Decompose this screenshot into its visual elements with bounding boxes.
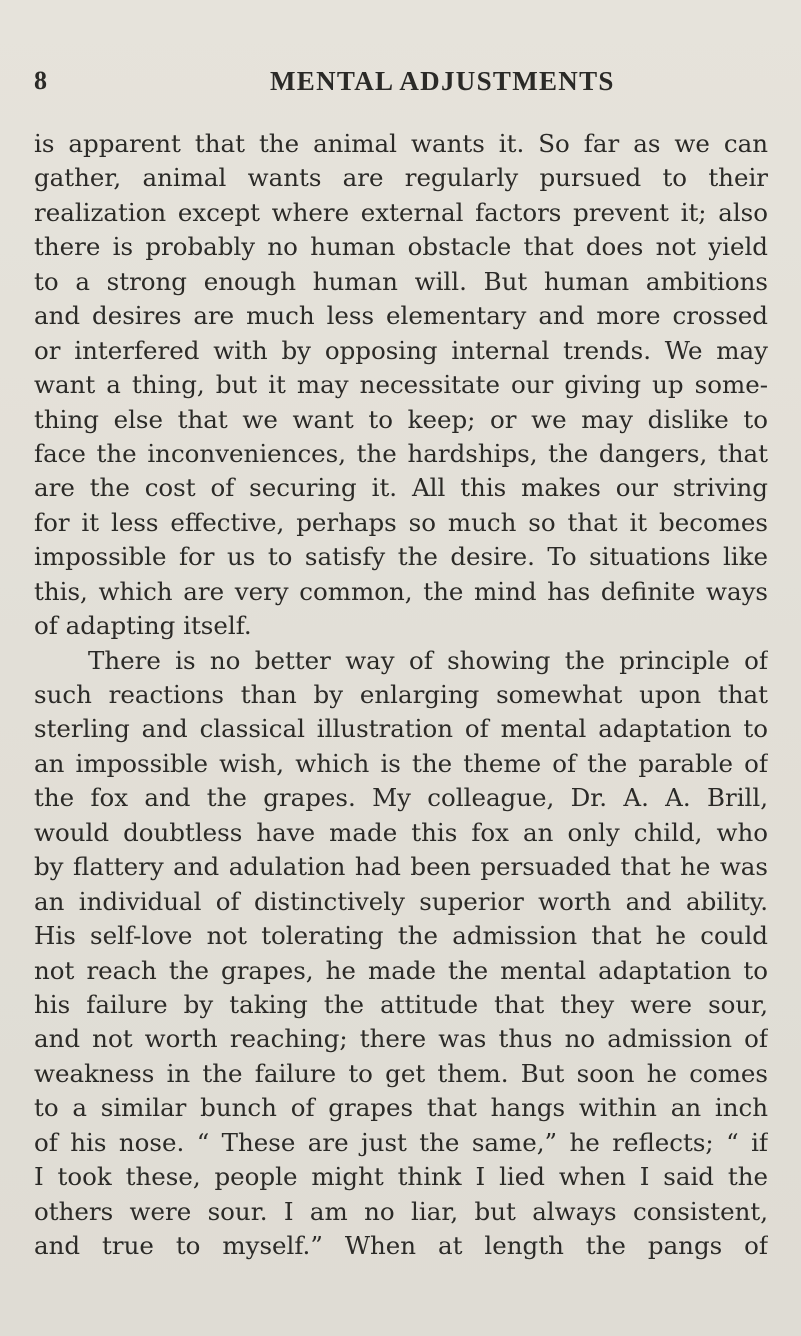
- text-line: gather, animal wants are regularly pursued to their: [34, 163, 768, 193]
- text-line: not reach the grapes, he made the mental adaptation to: [34, 955, 768, 985]
- text-line: I took these, people might think I lied when I said the: [34, 1162, 768, 1192]
- text-line: the fox and the grapes. My colleague, Dr. A. A. Brill,: [34, 783, 768, 813]
- text-line: of his nose. “ These are just the same,” he reflects; “ if: [34, 1127, 768, 1157]
- text-line: for it less effective, perhaps so much so that it becomes: [34, 507, 768, 537]
- text-line: face the inconveniences, the hardships, the dangers, that: [34, 438, 768, 468]
- text-line: and true to myself.” When at length the pangs of: [34, 1231, 768, 1260]
- text-line: and desires are much less elementary and more crossed: [34, 301, 768, 331]
- text-line: weakness in the failure to get them. But soon he comes: [34, 1058, 768, 1088]
- text-line: an impossible wish, which is the theme of the parable of: [34, 748, 768, 778]
- text-line: realization except where external factors prevent it; also: [34, 197, 768, 227]
- body-text: [34, 127, 768, 1263]
- text-line: is apparent that the animal wants it. So far as we can: [34, 129, 768, 158]
- text-line: impossible for us to satisfy the desire. To situations like: [34, 542, 768, 572]
- text-line: an individual of distinctively superior worth and ability.: [34, 886, 768, 916]
- paragraph-first-line: There is no better way of showing the principle of: [88, 645, 768, 675]
- running-title: MENTAL ADJUSTMENTS: [270, 66, 615, 96]
- text-line: by flattery and adulation had been persuaded that he was: [34, 852, 768, 882]
- text-line: this, which are very common, the mind has definite ways: [34, 576, 768, 606]
- paragraph-end-line: of adapting itself.: [34, 611, 252, 641]
- text-line: his failure by taking the attitude that they were sour,: [34, 989, 768, 1019]
- text-line: or interfered with by opposing internal trends. We may: [34, 335, 768, 365]
- text-line: others were sour. I am no liar, but always consistent,: [34, 1196, 768, 1226]
- text-line: His self-love not tolerating the admission that he could: [34, 921, 768, 951]
- text-line: such reactions than by enlarging somewhat upon that: [34, 680, 768, 709]
- text-line: are the cost of securing it. All this makes our striving: [34, 473, 768, 503]
- running-head: [34, 66, 768, 106]
- text-line: would doubtless have made this fox an only child, who: [34, 817, 768, 847]
- text-line: sterling and classical illustration of mental adaptation to: [34, 714, 768, 744]
- text-line: want a thing, but it may necessitate our giving up some-: [34, 370, 768, 400]
- text-line: thing else that we want to keep; or we may dislike to: [34, 404, 768, 434]
- text-line: there is probably no human obstacle that does not yield: [34, 232, 768, 262]
- page-number: 8: [34, 66, 48, 95]
- text-line: and not worth reaching; there was thus no admission of: [34, 1024, 768, 1054]
- text-line: to a strong enough human will. But human ambitions: [34, 266, 768, 296]
- text-line: to a similar bunch of grapes that hangs within an inch: [34, 1093, 768, 1123]
